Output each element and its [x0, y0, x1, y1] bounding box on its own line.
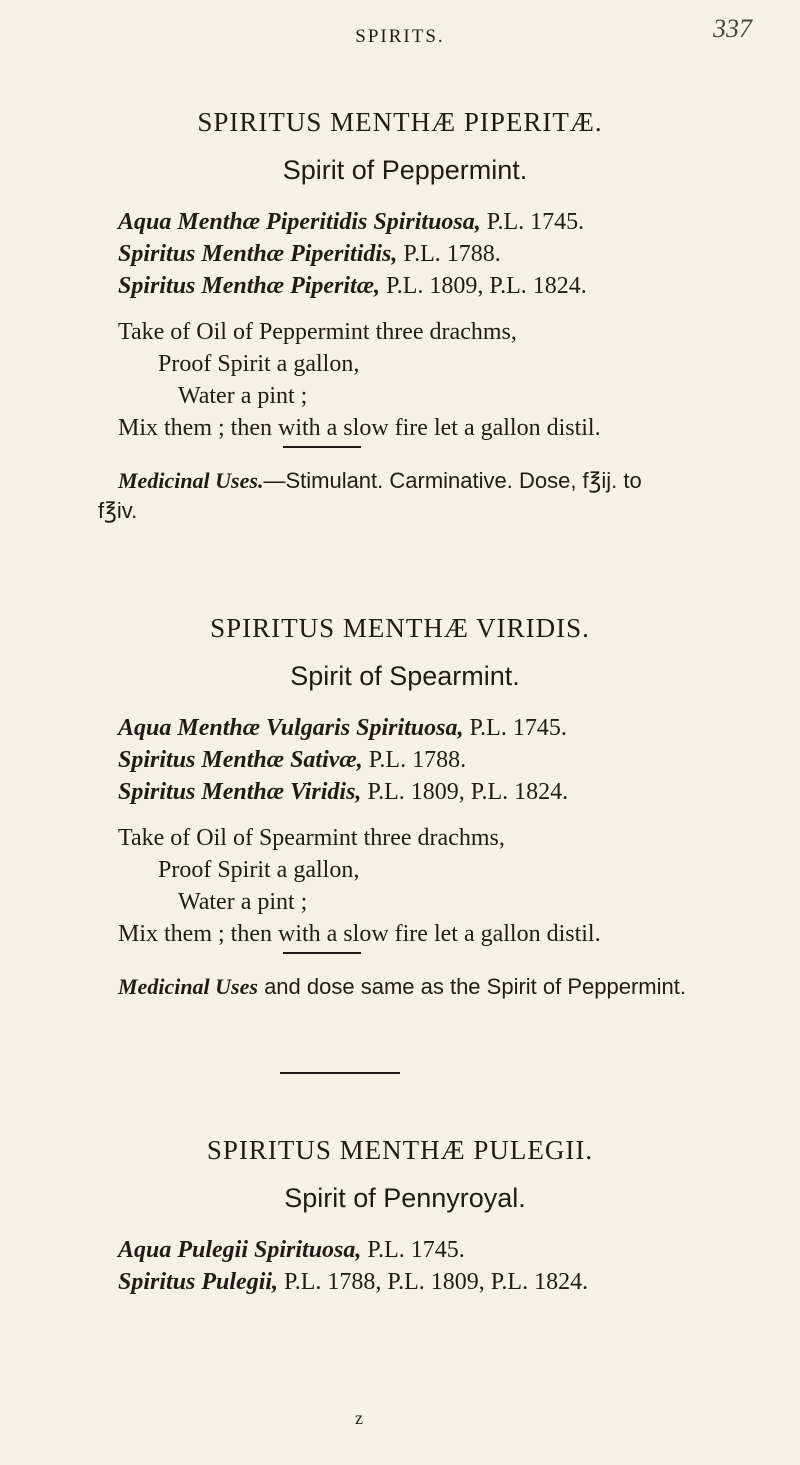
section-subtitle: Spirit of Spearmint. [290, 661, 520, 691]
synonym-ref: P.L. 1788. [362, 747, 467, 773]
synonym-latin: Spiritus Menthæ Sativæ, [118, 747, 363, 773]
synonym-ref: P.L. 1745. [361, 1237, 465, 1263]
recipe-line: Mix them ; then with a slow fire let a gallon distil. [118, 921, 601, 947]
running-head: SPIRITS. [355, 26, 445, 47]
section-peppermint [0, 104, 800, 526]
recipe-line: Water a pint ; [178, 889, 308, 915]
synonym-latin: Spiritus Menthæ Viridis, [118, 779, 362, 805]
synonym-line [0, 712, 800, 744]
section-subtitle: Spirit of Pennyroyal. [284, 1183, 526, 1213]
recipe-line: Water a pint ; [178, 383, 308, 409]
recipe-line: Take of Oil of Peppermint three drachms, [118, 319, 517, 345]
uses-label: Medicinal Uses. [118, 468, 264, 493]
recipe-line: Proof Spirit a gallon, [158, 351, 360, 377]
synonym-line [0, 238, 800, 270]
short-rule [283, 446, 361, 448]
medicinal-uses [0, 466, 800, 526]
synonym-latin: Spiritus Menthæ Piperitæ, [118, 273, 381, 299]
section-heading: SPIRITUS MENTHÆ PULEGII. [206, 1135, 594, 1165]
section-heading: SPIRITUS MENTHÆ VIRIDIS. [210, 613, 590, 643]
section-divider [280, 1072, 400, 1074]
recipe [0, 822, 800, 954]
synonym-latin: Aqua Menthæ Vulgaris Spirituosa, [118, 715, 464, 741]
synonym-ref: P.L. 1745. [480, 209, 585, 235]
section-subtitle: Spirit of Peppermint. [282, 155, 528, 185]
synonym-line [0, 1234, 800, 1266]
section-spearmint [0, 610, 800, 1002]
synonym-line [0, 776, 800, 808]
synonym-ref: P.L. 1788. [397, 241, 501, 267]
recipe [0, 316, 800, 448]
synonym-line [0, 270, 800, 302]
recipe-line: Proof Spirit a gallon, [158, 857, 360, 883]
synonym-ref: P.L. 1788, P.L. 1809, P.L. 1824. [278, 1269, 589, 1295]
synonym-latin: Spiritus Menthæ Piperitidis, [118, 241, 398, 267]
section-pennyroyal [0, 1132, 800, 1298]
short-rule [283, 952, 361, 954]
medicinal-uses [0, 972, 800, 1002]
section-heading: SPIRITUS MENTHÆ PIPERITÆ. [197, 107, 603, 137]
synonym-line [0, 1266, 800, 1298]
synonym-ref: P.L. 1809, P.L. 1824. [380, 273, 587, 299]
synonym-line [0, 744, 800, 776]
synonym-latin: Spiritus Pulegii, [118, 1269, 279, 1295]
page-number: 337 [713, 14, 752, 43]
synonym-line [0, 206, 800, 238]
uses-text-cont: f℥iv. [98, 498, 138, 523]
synonym-ref: P.L. 1745. [463, 715, 567, 741]
uses-text: —Stimulant. Carminative. Dose, f℥ij. to [263, 468, 642, 493]
recipe-line: Take of Oil of Spearmint three drachms, [118, 825, 505, 851]
synonym-ref: P.L. 1809, P.L. 1824. [361, 779, 569, 805]
uses-text: and dose same as the Spirit of Peppermint. [257, 974, 686, 999]
signature-mark: z [355, 1408, 363, 1428]
synonym-latin: Aqua Pulegii Spirituosa, [118, 1237, 362, 1263]
synonym-latin: Aqua Menthæ Piperitidis Spirituosa, [118, 209, 481, 235]
recipe-line: Mix them ; then with a slow fire let a gallon distil. [118, 415, 601, 441]
uses-label: Medicinal Uses [118, 974, 258, 999]
